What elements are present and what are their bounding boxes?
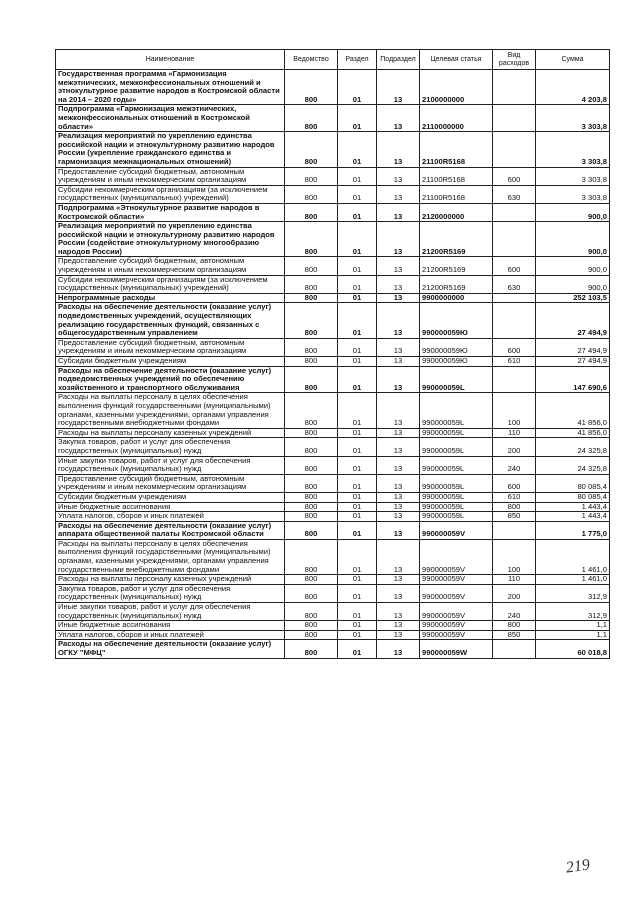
cell-target: 990000059L [420, 492, 493, 502]
cell-name: Закупка товаров, работ и услуг для обеспечения государственных (муниципальных) нужд [56, 584, 285, 602]
cell-vid: 110 [493, 428, 536, 438]
cell-vedomstvo: 800 [285, 338, 338, 356]
cell-podrazdel: 13 [377, 630, 420, 640]
cell-vedomstvo: 800 [285, 293, 338, 303]
cell-target: 990000059V [420, 521, 493, 539]
cell-vid: 610 [493, 492, 536, 502]
cell-sum: 252 103,5 [536, 293, 610, 303]
cell-razdel: 01 [338, 621, 377, 631]
table-row [56, 630, 610, 640]
cell-vedomstvo: 800 [285, 366, 338, 393]
header-podrazdel: Подраздел [377, 50, 420, 70]
cell-razdel: 01 [338, 203, 377, 221]
header-vedomstvo: Ведомство [285, 50, 338, 70]
cell-vid [493, 293, 536, 303]
cell-vedomstvo: 800 [285, 474, 338, 492]
cell-sum: 312,9 [536, 603, 610, 621]
cell-name: Реализация мероприятий по укреплению единства российской нации и этнокультурному развитию народов России (содействие этнокультурному многообразию народов России) [56, 222, 285, 257]
table-row [56, 105, 610, 132]
cell-target: 21100R5168 [420, 167, 493, 185]
table-row [56, 492, 610, 502]
header-razdel: Раздел [338, 50, 377, 70]
cell-sum: 1 443,4 [536, 512, 610, 522]
cell-vid: 240 [493, 456, 536, 474]
cell-sum: 1 775,0 [536, 521, 610, 539]
table-row [56, 521, 610, 539]
cell-vid [493, 640, 536, 658]
cell-target: 2120000000 [420, 203, 493, 221]
cell-vedomstvo: 800 [285, 167, 338, 185]
cell-vid: 630 [493, 275, 536, 293]
cell-name: Иные закупки товаров, работ и услуг для обеспечения государственных (муниципальных) нужд [56, 603, 285, 621]
table-header-row [56, 50, 610, 70]
cell-sum: 3 303,8 [536, 167, 610, 185]
cell-vid [493, 222, 536, 257]
cell-podrazdel: 13 [377, 185, 420, 203]
table-row [56, 456, 610, 474]
cell-podrazdel: 13 [377, 293, 420, 303]
cell-vedomstvo: 800 [285, 428, 338, 438]
table-row [56, 584, 610, 602]
cell-vedomstvo: 800 [285, 303, 338, 338]
cell-sum: 1,1 [536, 630, 610, 640]
cell-sum: 900,0 [536, 222, 610, 257]
cell-razdel: 01 [338, 456, 377, 474]
cell-podrazdel: 13 [377, 70, 420, 105]
cell-name: Расходы на выплаты персоналу в целях обеспечения выполнения функций государственными (муниципальными) органами, казенными учреждениями, органами управления государственными внебюджетными фондами [56, 393, 285, 428]
cell-podrazdel: 13 [377, 167, 420, 185]
cell-podrazdel: 13 [377, 603, 420, 621]
cell-razdel: 01 [338, 222, 377, 257]
cell-podrazdel: 13 [377, 438, 420, 456]
cell-target: 990000059L [420, 456, 493, 474]
cell-vid: 600 [493, 167, 536, 185]
table-row [56, 167, 610, 185]
budget-table [55, 49, 610, 659]
cell-vid: 600 [493, 338, 536, 356]
cell-razdel: 01 [338, 428, 377, 438]
cell-podrazdel: 13 [377, 512, 420, 522]
cell-target: 990000059L [420, 474, 493, 492]
cell-razdel: 01 [338, 640, 377, 658]
header-sum: Сумма [536, 50, 610, 70]
cell-vedomstvo: 800 [285, 456, 338, 474]
table-row [56, 338, 610, 356]
cell-target: 21200R5169 [420, 275, 493, 293]
cell-razdel: 01 [338, 630, 377, 640]
cell-vedomstvo: 800 [285, 630, 338, 640]
cell-podrazdel: 13 [377, 105, 420, 132]
cell-vid: 850 [493, 512, 536, 522]
table-row [56, 428, 610, 438]
cell-sum: 24 325,8 [536, 438, 610, 456]
table-row [56, 132, 610, 167]
cell-name: Непрограммные расходы [56, 293, 285, 303]
cell-razdel: 01 [338, 603, 377, 621]
cell-vedomstvo: 800 [285, 105, 338, 132]
cell-razdel: 01 [338, 303, 377, 338]
cell-vedomstvo: 800 [285, 275, 338, 293]
cell-razdel: 01 [338, 575, 377, 585]
cell-target: 990000059V [420, 621, 493, 631]
cell-vid: 610 [493, 357, 536, 367]
cell-razdel: 01 [338, 338, 377, 356]
cell-sum: 24 325,8 [536, 456, 610, 474]
cell-name: Иные бюджетные ассигнования [56, 502, 285, 512]
cell-razdel: 01 [338, 492, 377, 502]
table-row [56, 203, 610, 221]
cell-vid [493, 132, 536, 167]
cell-target: 990000059V [420, 603, 493, 621]
cell-vedomstvo: 800 [285, 203, 338, 221]
cell-vedomstvo: 800 [285, 502, 338, 512]
cell-podrazdel: 13 [377, 132, 420, 167]
cell-razdel: 01 [338, 539, 377, 574]
cell-vid: 800 [493, 621, 536, 631]
cell-sum: 1 443,4 [536, 502, 610, 512]
cell-razdel: 01 [338, 185, 377, 203]
cell-name: Уплата налогов, сборов и иных платежей [56, 630, 285, 640]
table-row [56, 539, 610, 574]
cell-sum: 900,0 [536, 257, 610, 275]
table-row [56, 474, 610, 492]
cell-sum: 3 303,8 [536, 132, 610, 167]
cell-sum: 60 018,8 [536, 640, 610, 658]
cell-sum: 41 856,0 [536, 393, 610, 428]
cell-podrazdel: 13 [377, 257, 420, 275]
cell-sum: 147 690,6 [536, 366, 610, 393]
cell-vedomstvo: 800 [285, 70, 338, 105]
cell-name: Подпрограмма «Гармонизация межэтнических, межконфессиональных отношений в Костромской области» [56, 105, 285, 132]
table-row [56, 222, 610, 257]
cell-target: 21100R5168 [420, 185, 493, 203]
cell-podrazdel: 13 [377, 474, 420, 492]
cell-vid: 100 [493, 539, 536, 574]
cell-podrazdel: 13 [377, 203, 420, 221]
cell-razdel: 01 [338, 512, 377, 522]
cell-target: 21100R5168 [420, 132, 493, 167]
cell-sum: 4 203,8 [536, 70, 610, 105]
cell-razdel: 01 [338, 132, 377, 167]
cell-vid [493, 70, 536, 105]
cell-vid: 850 [493, 630, 536, 640]
cell-vedomstvo: 800 [285, 621, 338, 631]
cell-name: Субсидии некоммерческим организациям (за исключением государственных (муниципальных) учреждений) [56, 275, 285, 293]
cell-vid: 630 [493, 185, 536, 203]
cell-vid [493, 366, 536, 393]
cell-razdel: 01 [338, 167, 377, 185]
cell-vid [493, 303, 536, 338]
table-row [56, 293, 610, 303]
cell-name: Расходы на обеспечение деятельности (оказание услуг) аппарата общественной палаты Костромской области [56, 521, 285, 539]
cell-sum: 1,1 [536, 621, 610, 631]
cell-vid [493, 105, 536, 132]
cell-sum: 900,0 [536, 275, 610, 293]
cell-podrazdel: 13 [377, 275, 420, 293]
cell-vedomstvo: 800 [285, 257, 338, 275]
cell-name: Иные закупки товаров, работ и услуг для обеспечения государственных (муниципальных) нужд [56, 456, 285, 474]
page-number: 219 [564, 856, 591, 877]
cell-razdel: 01 [338, 393, 377, 428]
cell-razdel: 01 [338, 257, 377, 275]
cell-sum: 1 461,0 [536, 539, 610, 574]
cell-podrazdel: 13 [377, 502, 420, 512]
cell-vid: 200 [493, 584, 536, 602]
cell-sum: 80 085,4 [536, 492, 610, 502]
table-row [56, 303, 610, 338]
cell-vid: 240 [493, 603, 536, 621]
cell-target: 990000059W [420, 640, 493, 658]
cell-vedomstvo: 800 [285, 492, 338, 502]
cell-sum: 3 303,8 [536, 185, 610, 203]
cell-target: 990000059L [420, 366, 493, 393]
header-name: Наименование [56, 50, 285, 70]
cell-razdel: 01 [338, 521, 377, 539]
cell-name: Государственная программа «Гармонизация межэтнических, межконфессиональных отношений и этнокультурное развитие народов в Костромской области на 2014 – 2020 годы» [56, 70, 285, 105]
cell-razdel: 01 [338, 105, 377, 132]
cell-razdel: 01 [338, 502, 377, 512]
cell-vid [493, 521, 536, 539]
cell-podrazdel: 13 [377, 428, 420, 438]
table-row [56, 393, 610, 428]
cell-podrazdel: 13 [377, 640, 420, 658]
cell-vedomstvo: 800 [285, 512, 338, 522]
table-row [56, 70, 610, 105]
cell-target: 2110000000 [420, 105, 493, 132]
cell-name: Субсидии бюджетным учреждениям [56, 492, 285, 502]
cell-vedomstvo: 800 [285, 640, 338, 658]
cell-podrazdel: 13 [377, 492, 420, 502]
cell-target: 990000059L [420, 502, 493, 512]
cell-target: 21200R5169 [420, 257, 493, 275]
cell-name: Субсидии некоммерческим организациям (за исключением государственных (муниципальных) учреждений) [56, 185, 285, 203]
cell-podrazdel: 13 [377, 222, 420, 257]
table-body [56, 70, 610, 659]
cell-target: 990000059V [420, 575, 493, 585]
table-row [56, 575, 610, 585]
cell-vid: 600 [493, 474, 536, 492]
cell-podrazdel: 13 [377, 357, 420, 367]
cell-vedomstvo: 800 [285, 393, 338, 428]
header-vid: Вид расходов [493, 50, 536, 70]
table-row [56, 502, 610, 512]
cell-vedomstvo: 800 [285, 575, 338, 585]
cell-razdel: 01 [338, 366, 377, 393]
cell-target: 990000059V [420, 630, 493, 640]
cell-razdel: 01 [338, 474, 377, 492]
table-row [56, 257, 610, 275]
cell-target: 990000059Ю [420, 338, 493, 356]
cell-podrazdel: 13 [377, 575, 420, 585]
cell-name: Реализация мероприятий по укреплению единства российской нации и этнокультурному развитию народов России (укрепление гражданского единства и гармонизация межнациональных отношений) [56, 132, 285, 167]
cell-sum: 312,9 [536, 584, 610, 602]
table-row [56, 640, 610, 658]
cell-name: Расходы на выплаты персоналу в целях обеспечения выполнения функций государственными (муниципальными) органами, казенными учреждениями, органами управления государственными внебюджетными фондами [56, 539, 285, 574]
table-row [56, 621, 610, 631]
cell-sum: 27 494,9 [536, 357, 610, 367]
cell-podrazdel: 13 [377, 539, 420, 574]
cell-sum: 41 856,0 [536, 428, 610, 438]
table-row [56, 185, 610, 203]
cell-sum: 1 461,0 [536, 575, 610, 585]
cell-vid: 110 [493, 575, 536, 585]
cell-name: Предоставление субсидий бюджетным, автономным учреждениям и иным некоммерческим организациям [56, 257, 285, 275]
cell-podrazdel: 13 [377, 393, 420, 428]
cell-podrazdel: 13 [377, 521, 420, 539]
cell-podrazdel: 13 [377, 303, 420, 338]
cell-name: Подпрограмма «Этнокультурное развитие народов в Костромской области» [56, 203, 285, 221]
header-target: Целевая статья [420, 50, 493, 70]
table-row [56, 438, 610, 456]
cell-vedomstvo: 800 [285, 539, 338, 574]
cell-target: 990000059L [420, 428, 493, 438]
cell-name: Расходы на обеспечение деятельности (оказание услуг) подведомственных учреждений по обеспечению хозяйственного и транспортного обслуживания [56, 366, 285, 393]
cell-sum: 900,0 [536, 203, 610, 221]
cell-target: 990000059V [420, 539, 493, 574]
cell-name: Расходы на выплаты персоналу казенных учреждений [56, 428, 285, 438]
table-row [56, 603, 610, 621]
cell-vid [493, 203, 536, 221]
cell-vedomstvo: 800 [285, 357, 338, 367]
cell-vedomstvo: 800 [285, 584, 338, 602]
cell-vedomstvo: 800 [285, 521, 338, 539]
cell-razdel: 01 [338, 293, 377, 303]
cell-sum: 3 303,8 [536, 105, 610, 132]
cell-podrazdel: 13 [377, 456, 420, 474]
cell-name: Предоставление субсидий бюджетным, автономным учреждениям и иным некоммерческим организациям [56, 338, 285, 356]
cell-name: Иные бюджетные ассигнования [56, 621, 285, 631]
cell-name: Субсидии бюджетным учреждениям [56, 357, 285, 367]
cell-target: 990000059Ю [420, 357, 493, 367]
table-row [56, 275, 610, 293]
cell-name: Предоставление субсидий бюджетным, автономным учреждениям и иным некоммерческим организациям [56, 474, 285, 492]
cell-name: Расходы на выплаты персоналу казенных учреждений [56, 575, 285, 585]
cell-razdel: 01 [338, 438, 377, 456]
cell-podrazdel: 13 [377, 584, 420, 602]
cell-podrazdel: 13 [377, 366, 420, 393]
cell-name: Уплата налогов, сборов и иных платежей [56, 512, 285, 522]
cell-vedomstvo: 800 [285, 438, 338, 456]
cell-razdel: 01 [338, 584, 377, 602]
cell-podrazdel: 13 [377, 621, 420, 631]
cell-vid: 800 [493, 502, 536, 512]
cell-name: Расходы на обеспечение деятельности (оказание услуг) ОГКУ "МФЦ" [56, 640, 285, 658]
cell-vedomstvo: 800 [285, 222, 338, 257]
cell-vedomstvo: 800 [285, 603, 338, 621]
cell-sum: 27 494,9 [536, 303, 610, 338]
cell-target: 990000059L [420, 393, 493, 428]
cell-razdel: 01 [338, 357, 377, 367]
cell-podrazdel: 13 [377, 338, 420, 356]
cell-razdel: 01 [338, 275, 377, 293]
cell-vid: 100 [493, 393, 536, 428]
cell-vid: 600 [493, 257, 536, 275]
cell-name: Расходы на обеспечение деятельности (оказание услуг) подведомственных учреждений, осуществляющих реализацию государственных функций, связанных с общегосударственным управлением [56, 303, 285, 338]
cell-sum: 80 085,4 [536, 474, 610, 492]
cell-sum: 27 494,9 [536, 338, 610, 356]
cell-vedomstvo: 800 [285, 132, 338, 167]
cell-razdel: 01 [338, 70, 377, 105]
table-row [56, 512, 610, 522]
cell-target: 21200R5169 [420, 222, 493, 257]
cell-target: 990000059Ю [420, 303, 493, 338]
cell-target: 990000059L [420, 512, 493, 522]
cell-vedomstvo: 800 [285, 185, 338, 203]
cell-target: 9900000000 [420, 293, 493, 303]
cell-target: 2100000000 [420, 70, 493, 105]
cell-target: 990000059L [420, 438, 493, 456]
table-row [56, 357, 610, 367]
cell-name: Предоставление субсидий бюджетным, автономным учреждениям и иным некоммерческим организациям [56, 167, 285, 185]
cell-vid: 200 [493, 438, 536, 456]
cell-target: 990000059V [420, 584, 493, 602]
cell-name: Закупка товаров, работ и услуг для обеспечения государственных (муниципальных) нужд [56, 438, 285, 456]
table-row [56, 366, 610, 393]
